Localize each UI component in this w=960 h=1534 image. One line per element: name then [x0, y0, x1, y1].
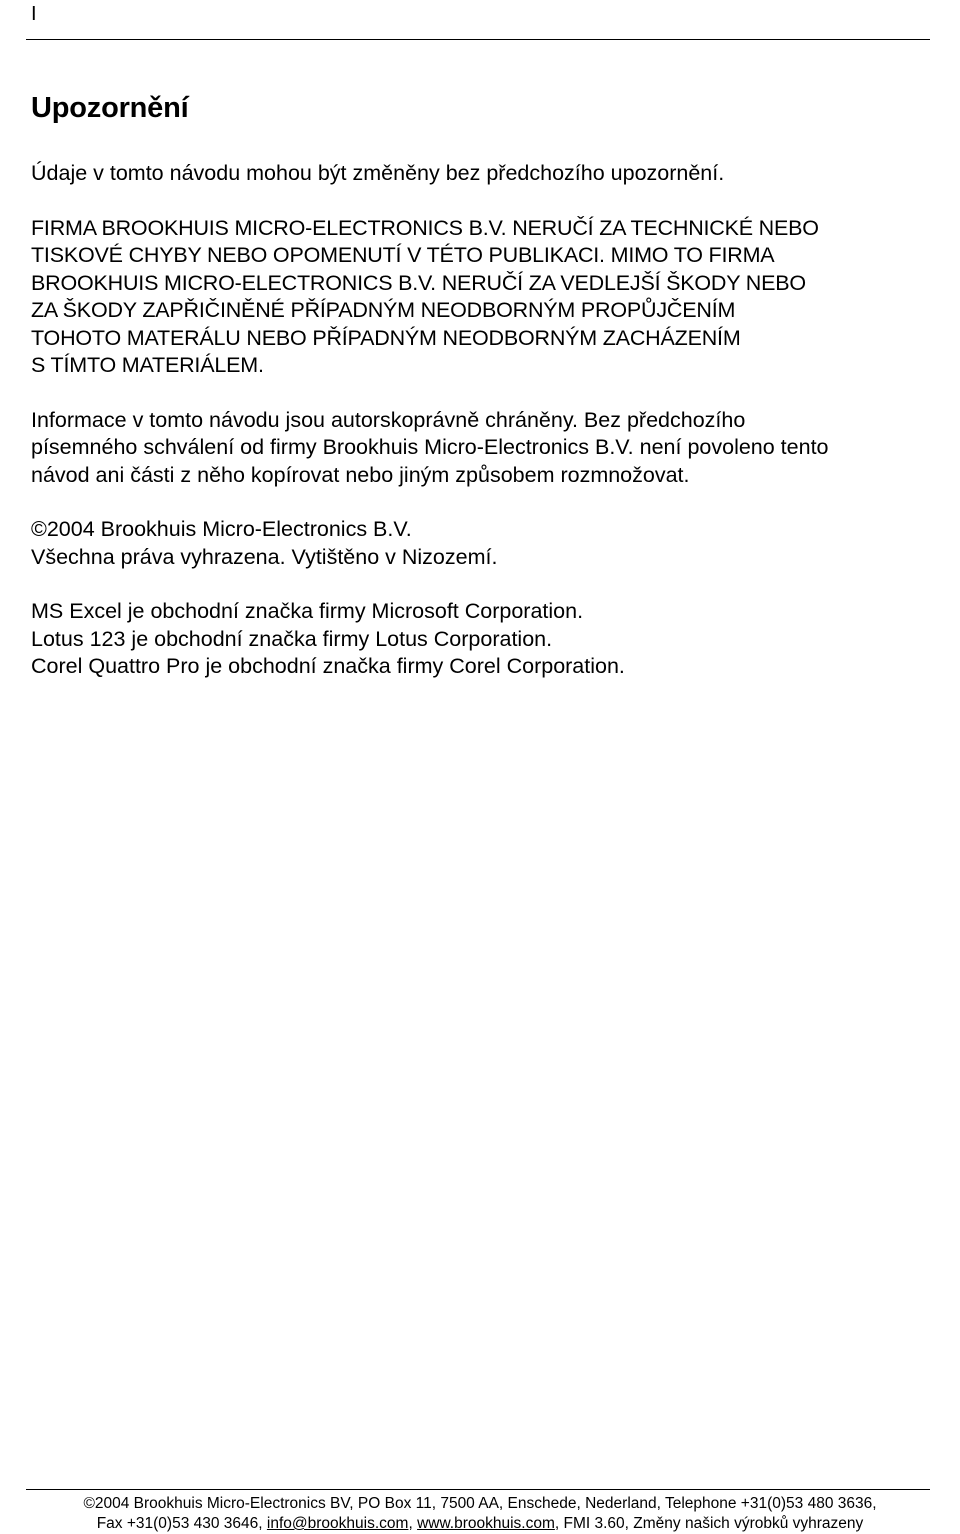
copyright-info-line: návod ani části z něho kopírovat nebo jiným způsobem rozmnožovat.: [31, 462, 690, 487]
header-mark: I: [31, 3, 37, 25]
main-content: [31, 88, 931, 681]
copyright-info-paragraph: [31, 407, 931, 490]
disclaimer-line: S TÍMTO MATERIÁLEM.: [31, 353, 264, 377]
disclaimer-line: ZA ŠKODY ZAPŘIČINĚNÉ PŘÍPADNÝM NEODBORNÝM PROPŮJČENÍM: [31, 298, 736, 322]
trademark-line: MS Excel je obchodní značka firmy Microsoft Corporation.: [31, 599, 584, 623]
page-footer: [0, 1494, 960, 1534]
copyright-paragraph: [31, 516, 931, 571]
page-title: Upozornění: [31, 92, 189, 124]
disclaimer-line: FIRMA BROOKHUIS MICRO-ELECTRONICS B.V. NERUČÍ ZA TECHNICKÉ NEBO: [31, 215, 819, 240]
footer-contact-line: [0, 1514, 960, 1534]
disclaimer-line: TOHOTO MATERÁLU NEBO PŘÍPADNÝM NEODBORNÝM ZACHÁZENÍM: [31, 325, 741, 350]
website-link[interactable]: www.brookhuis.com: [417, 1515, 555, 1532]
footer-address-line: ©2004 Brookhuis Micro-Electronics BV, PO Box 11, 7500 AA, Enschede, Nederland, Telephone +31(0)53 480 3636,: [83, 1495, 877, 1512]
header-divider: [26, 39, 930, 40]
copyright-info-line: písemného schválení od firmy Brookhuis Micro-Electronics B.V. není povoleno tento: [31, 435, 829, 459]
email-link[interactable]: info@brookhuis.com: [266, 1515, 409, 1532]
footer-version: , FMI 3.60, Změny našich výrobků vyhrazeny: [554, 1515, 864, 1532]
rights-line: Všechna práva vyhrazena. Vytištěno v Nizozemí.: [31, 544, 498, 569]
copyright-info-line: Informace v tomto návodu jsou autorskoprávně chráněny. Bez předchozího: [31, 407, 746, 432]
trademark-line: Corel Quattro Pro je obchodní značka firmy Corel Corporation.: [31, 654, 625, 678]
disclaimer-line: TISKOVÉ CHYBY NEBO OPOMENUTÍ V TÉTO PUBLIKACI. MIMO TO FIRMA: [31, 243, 775, 267]
footer-fax: Fax +31(0)53 430 3646,: [96, 1515, 267, 1532]
trademark-line: Lotus 123 je obchodní značka firmy Lotus Corporation.: [31, 626, 553, 651]
intro-paragraph: Údaje v tomto návodu mohou být změněny bez předchozího upozornění.: [31, 161, 725, 185]
trademarks-paragraph: [31, 598, 931, 681]
disclaimer-line: BROOKHUIS MICRO-ELECTRONICS B.V. NERUČÍ ZA VEDLEJŠÍ ŠKODY NEBO: [31, 270, 806, 295]
disclaimer-paragraph: [31, 215, 931, 380]
copyright-line: ©2004 Brookhuis Micro-Electronics B.V.: [31, 517, 412, 541]
footer-separator: ,: [408, 1515, 418, 1532]
footer-divider: [26, 1489, 930, 1490]
